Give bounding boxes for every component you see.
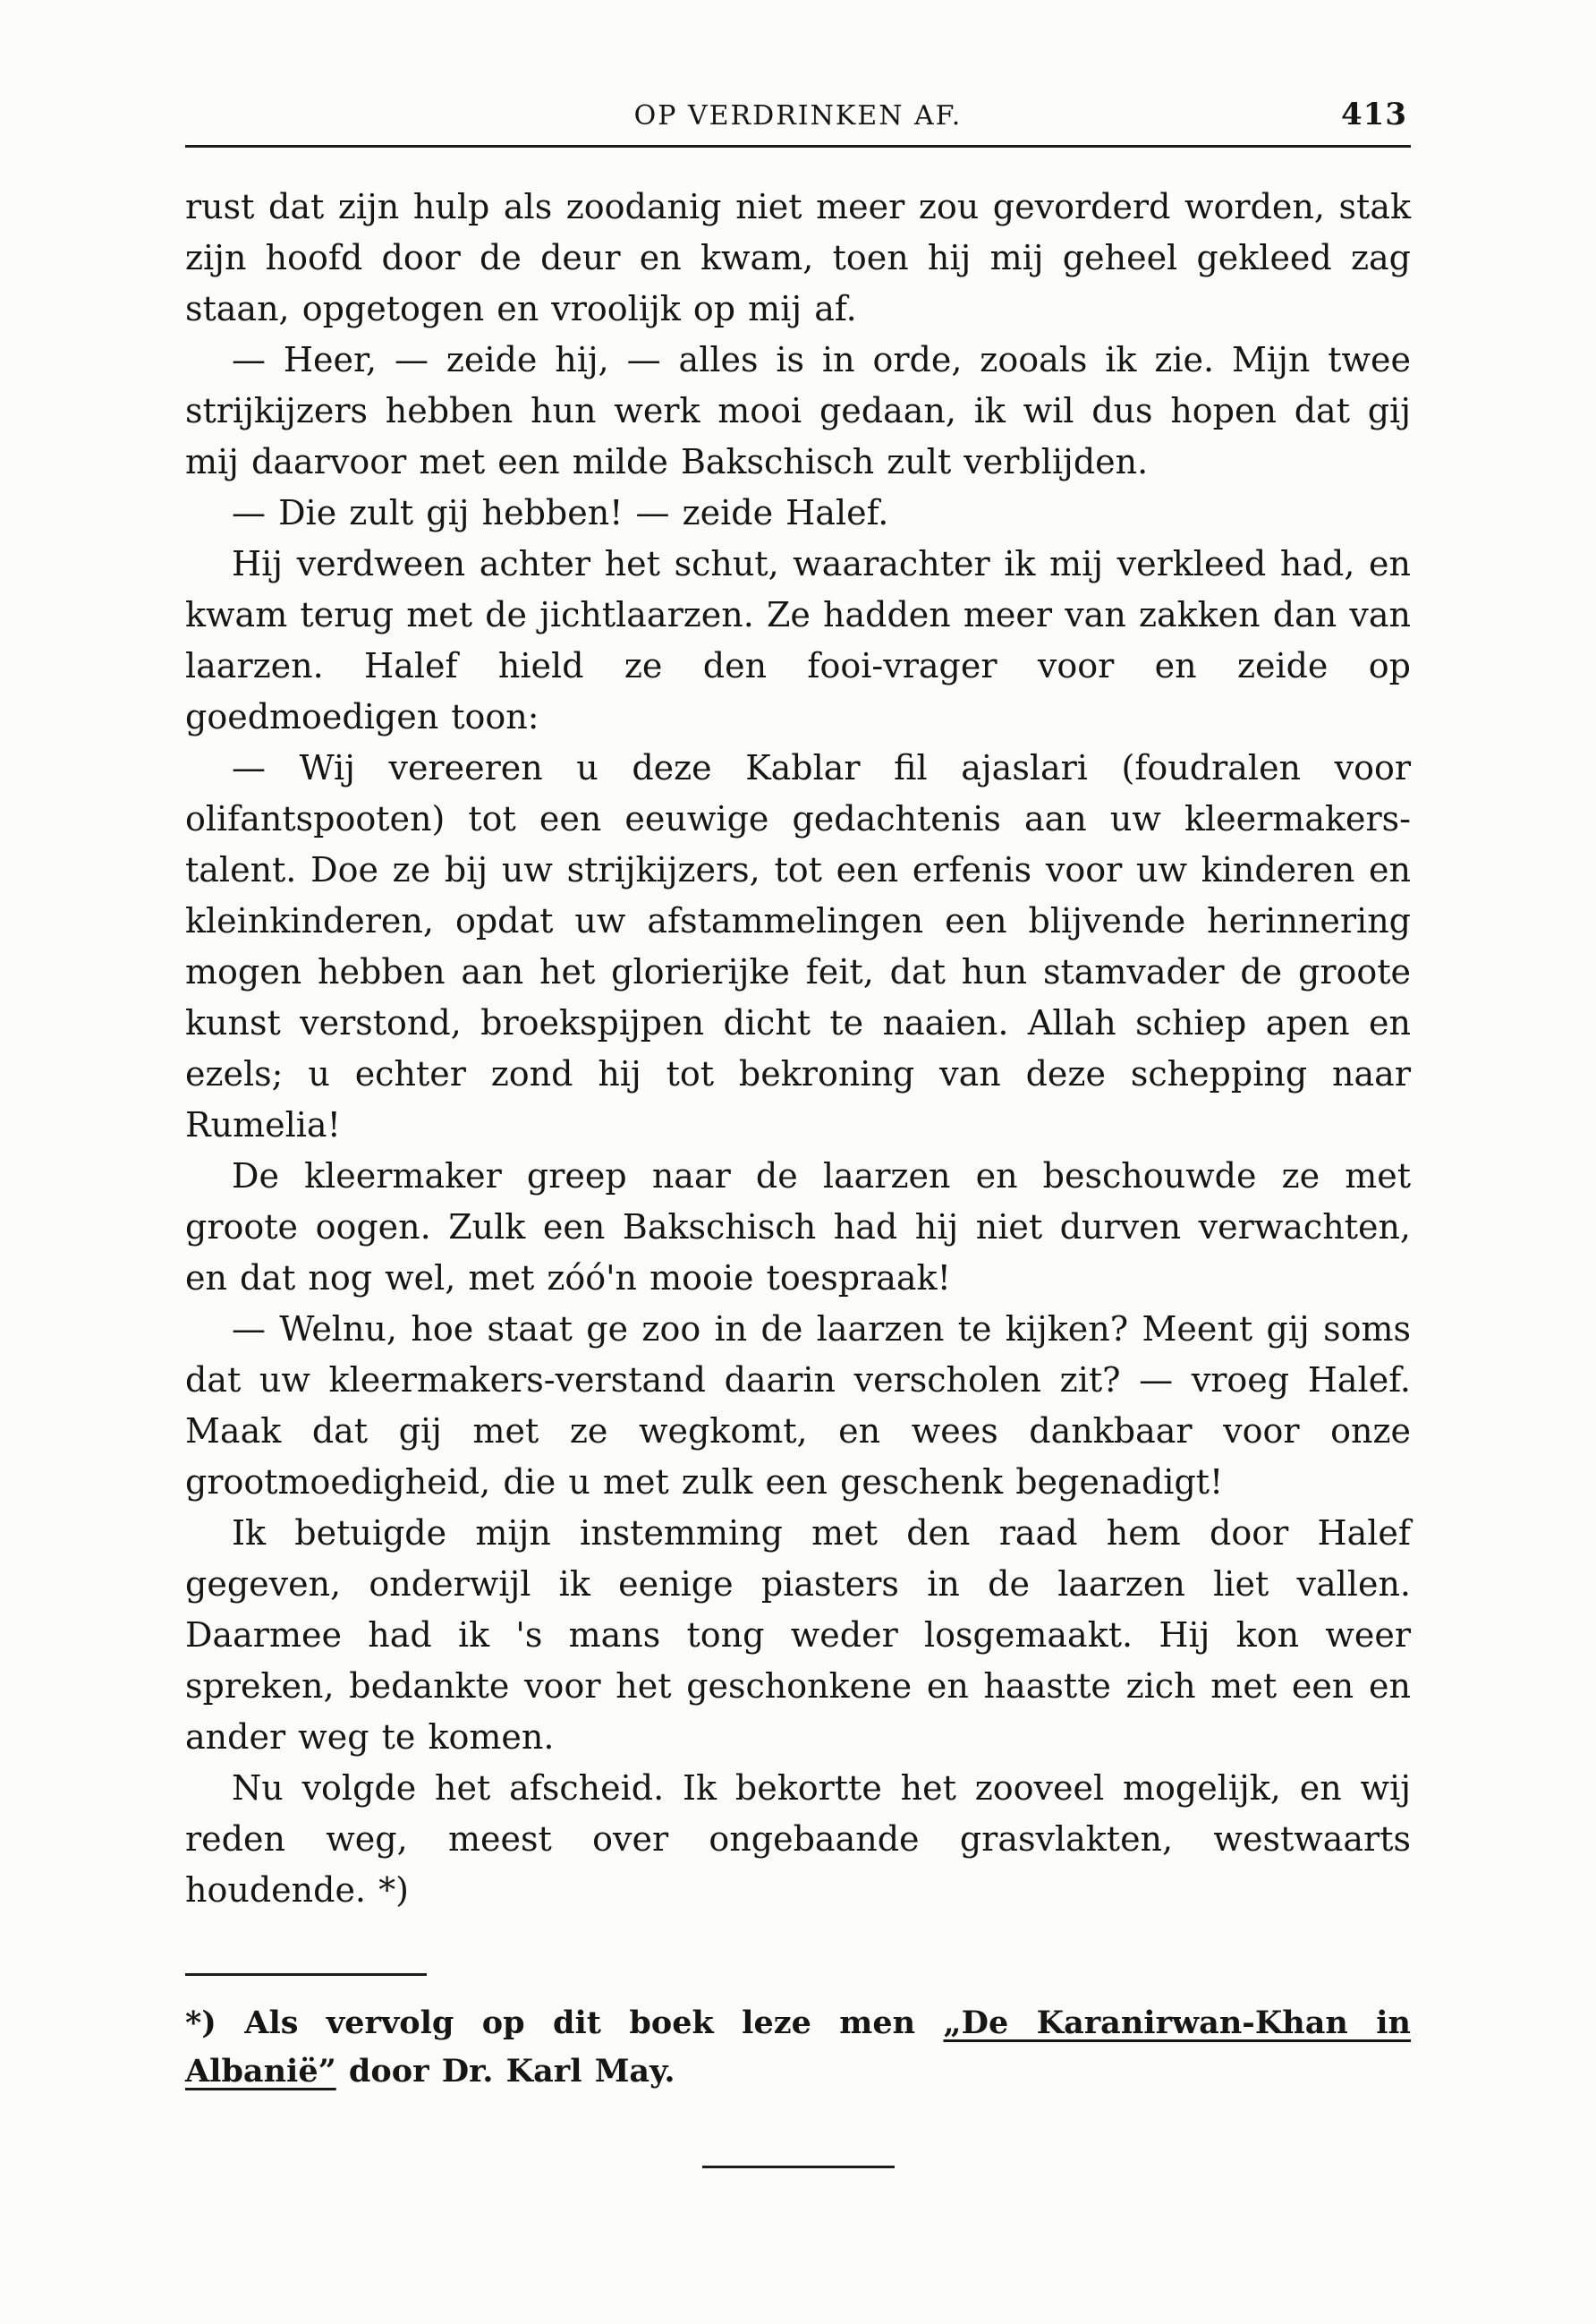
- text-column: [185, 0, 1411, 2168]
- running-head-title: OP VERDRINKEN AF.: [633, 100, 963, 132]
- footnote-block: [185, 1973, 1411, 2096]
- paragraph: — Welnu, hoe staat ge zoo in de laarzen te kijken? Meent gij soms dat uw kleermakers-verstand daarin verscholen zit? — vroeg Halef. Maak dat gij met ze wegkomt, en wees dankbaar voor onze grootmoedigheid, die u met zulk een geschenk begenadigt!: [185, 1309, 1411, 1502]
- paragraph: Ik betuigde mijn instemming met den raad hem door Halef gegeven, onderwijl ik eenige piasters in de laarzen liet vallen. Daarmee had ik 's mans tong weder losgemaakt. Hij kon weer spreken, bedankte voor het geschonkene en haastte zich met een en ander weg te komen.: [185, 1513, 1411, 1757]
- header-rule: [185, 145, 1411, 148]
- paragraph: — Heer, — zeide hij, — alles is in orde, zooals ik zie. Mijn twee strijkijzers hebben hun werk mooi gedaan, ik wil dus hopen dat gij mij daarvoor met een milde Bakschisch zult verblijden.: [185, 340, 1411, 481]
- footnote-rule: [185, 1973, 427, 1976]
- end-of-text-rule: [702, 2166, 895, 2168]
- body-text: [185, 182, 1411, 1916]
- footnote-book-title: „De Karanirwan-Khan in Albanië”: [185, 2005, 1411, 2090]
- paragraph: — Die zult gij hebben! — zeide Halef.: [232, 493, 889, 532]
- paragraph: Nu volgde het afscheid. Ik bekortte het zooveel mogelijk, en wij reden weg, meest over ongebaande grasvlakten, westwaarts houdende. *): [185, 1768, 1411, 1910]
- footnote: [185, 1999, 1411, 2096]
- footnote-suffix: door Dr. Karl May.: [335, 2053, 675, 2090]
- footnote-text: *) Als vervolg op dit boek leze men: [185, 2005, 944, 2041]
- running-head: [185, 97, 1411, 145]
- paragraph: Hij verdween achter het schut, waarachter ik mij verkleed had, en kwam terug met de jichtlaarzen. Ze hadden meer van zakken dan van laarzen. Halef hield ze den fooi-vrager voor en zeide op goedmoedigen toon:: [185, 544, 1411, 736]
- paragraph: — Wij vereeren u deze Kablar fil ajaslari (foudralen voor olifantspooten) tot een eeuwige gedachtenis aan uw kleermakers-talent. Doe ze bij uw strijkijzers, tot een erfenis voor uw kinderen en kleinkinderen, opdat uw afstammelingen een blijvende herinnering mogen hebben aan het glorierijke feit, dat hun stamvader de groote kunst verstond, broekspijpen dicht te naaien. Allah schiep apen en ezels; u echter zond hij tot bekroning van deze schepping naar Rumelia!: [185, 748, 1411, 1145]
- paragraph: De kleermaker greep naar de laarzen en beschouwde ze met groote oogen. Zulk een Bakschisch had hij niet durven verwachten, en dat nog wel, met zóó'n mooie toespraak!: [185, 1156, 1411, 1298]
- paragraph: rust dat zijn hulp als zoodanig niet meer zou gevorderd worden, stak zijn hoofd door de deur en kwam, toen hij mij geheel gekleed zag staan, opgetogen en vroolijk op mij af.: [185, 187, 1411, 328]
- page-number: 413: [1341, 97, 1407, 132]
